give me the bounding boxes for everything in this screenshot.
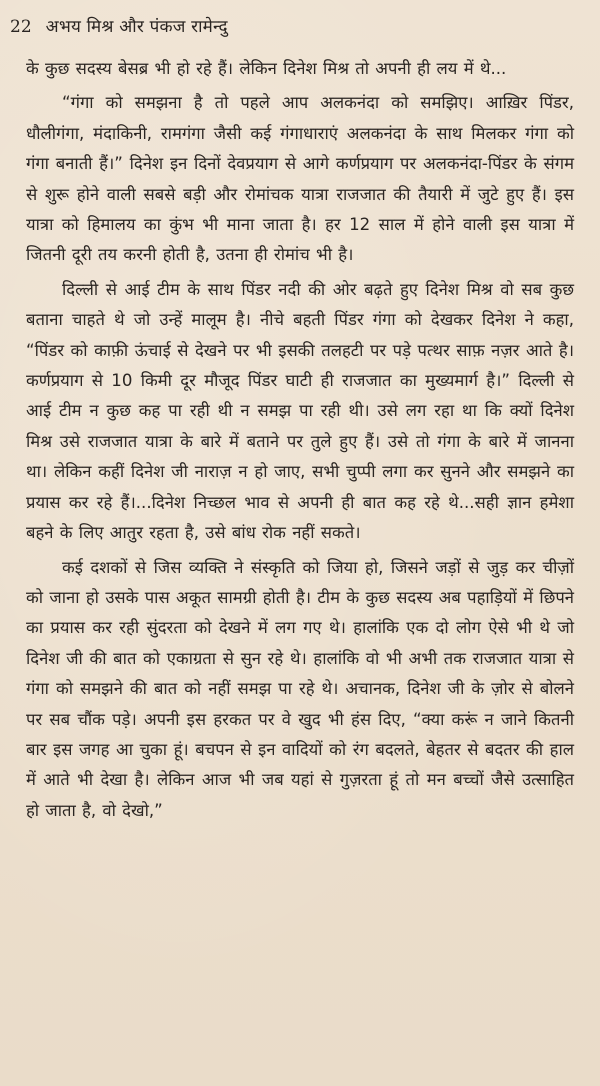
paragraph-4: कई दशकों से जिस व्यक्ति ने संस्कृति को जिया हो, जिसने जड़ों से जुड़ कर चीज़ों को जाना हो उसके पास अकूत सामग्री होती है। टीम के कुछ सदस्य अब पहाड़ियों में छिपने का प्रयास कर रही सुंदरता को देखने में लग गए थे। हालांकि एक दो लोग ऐसे भी थे जो दिनेश जी की बात को एकाग्रता से सुन रहे थे। हालांकि वो भी अभी तक राजजात यात्रा से गंगा को समझने की बात को नहीं समझ पा रहे थे। अचानक, दिनेश जी के ज़ोर से बोलने पर सब चौंक पड़े। अपनी इस हरकत पर वे खुद भी हंस दिए, “क्या करूं न जाने कितनी बार इस जगह आ चुका हूं। बचपन से इन वादियों को रंग बदलते, बेहतर से बदतर की हाल में आते भी देखा है। लेकिन आज भी जब यहां से गुज़रता हूं तो मन बच्चों जैसे उत्साहित हो जाता है, वो देखो,”: [26, 557, 574, 820]
paragraph-2: “गंगा को समझना है तो पहले आप अलकनंदा को समझिए। आख़िर पिंडर, धौलीगंगा, मंदाकिनी, रामगंगा जैसी कई गंगाधाराएं अलकनंदा के साथ मिलकर गंगा को गंगा बनाती हैं।” दिनेश इन दिनों देवप्रयाग से आगे कर्णप्रयाग पर अलकनंदा-पिंडर के संगम से शुरू होने वाली सबसे बड़ी और रोमांचक यात्रा राजजात की तैयारी में जुटे हुए हैं। इस यात्रा को हिमालय का कुंभ भी माना जाता है। हर 12 साल में होने वाली इस यात्रा में जितनी दूरी तय करनी होती है, उतना ही रोमांच भी है।: [26, 93, 574, 265]
paragraph-3: दिल्ली से आई टीम के साथ पिंडर नदी की ओर बढ़ते हुए दिनेश मिश्र वो सब कुछ बताना चाहते थे जो उन्हें मालूम है। नीचे बहती पिंडर गंगा को देखकर दिनेश ने कहा, “पिंडर को काफ़ी ऊंचाई से देखने पर भी इसकी तलहटी पर पड़े पत्थर साफ़ नज़र आते है। कर्णप्रयाग से 10 किमी दूर मौजूद पिंडर घाटी ही राजजात का मुख्यमार्ग है।” दिल्ली से आई टीम न कुछ कह पा रही थी न समझ पा रही थी। उसे लग रहा था कि क्यों दिनेश मिश्र उसे राजजात यात्रा के बारे में बताने पर तुले हुए हैं। उसे तो गंगा के बारे में जानना था। लेकिन कहीं दिनेश जी नाराज़ न हो जाए, सभी चुप्पी लगा कर सुनने और समझने का प्रयास कर रहे हैं।...दिनेश निच्छल भाव से अपनी ही बात कह रहे थे...सही ज्ञान हमेशा बहने के लिए आतुर रहता है, उसे बांध रोक नहीं सकते।: [26, 279, 574, 543]
paragraph-1: के कुछ सदस्य बेसब्र भी हो रहे हैं। लेकिन दिनेश मिश्र तो अपनी ही लय में थे...: [26, 59, 507, 78]
page-header: [10, 14, 574, 44]
body-text: [26, 54, 574, 826]
running-head: अभय मिश्र और पंकज रामेन्दु: [45, 17, 228, 37]
page-number: 22: [10, 17, 32, 37]
